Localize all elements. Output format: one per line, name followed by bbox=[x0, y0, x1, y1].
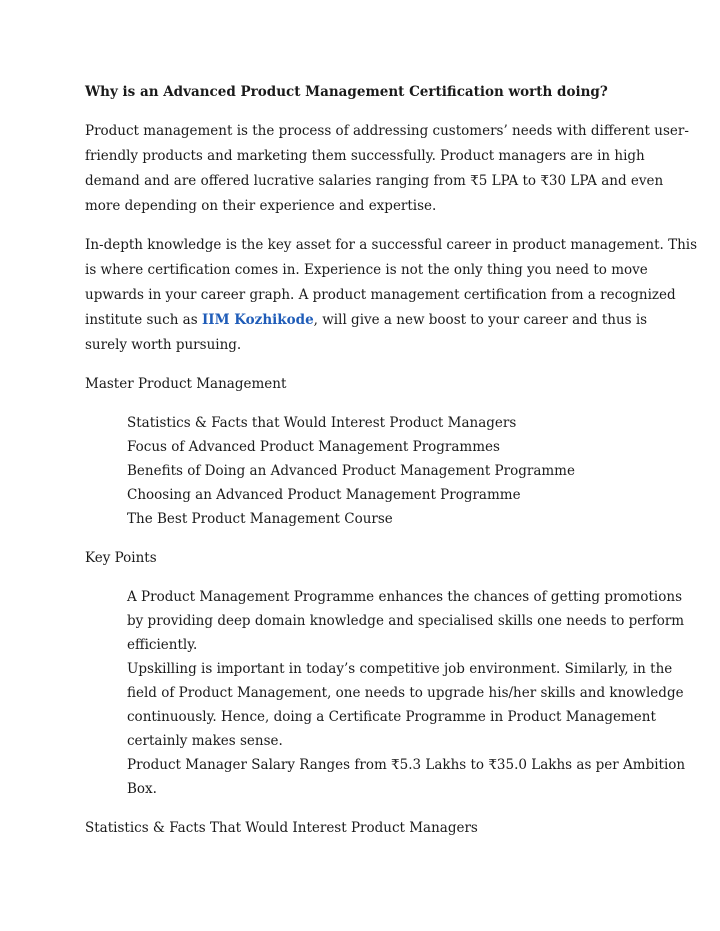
paragraph-line: Product management is the process of addressing customers’ needs with different user- bbox=[85, 123, 689, 139]
iim-kozhikode-link[interactable]: IIM Kozhikode bbox=[201, 312, 314, 328]
key-point-line: A Product Management Programme enhances the chances of getting promotions bbox=[127, 589, 683, 605]
key-point-line: efficiently. bbox=[127, 637, 198, 653]
paragraph-line: In-depth knowledge is the key asset for a successful career in product management. This bbox=[85, 237, 698, 253]
paragraph-line: more depending on their experience and expertise. bbox=[85, 198, 437, 214]
key-point-line: Box. bbox=[127, 781, 157, 797]
section-title-statistics: Statistics & Facts That Would Interest Product Managers bbox=[85, 820, 478, 836]
list-item: Statistics & Facts that Would Interest Product Managers bbox=[127, 415, 517, 431]
key-point-line: by providing deep domain knowledge and specialised skills one needs to perform bbox=[127, 613, 685, 629]
paragraph-text: , will give a new boost to your career and thus is bbox=[313, 312, 648, 328]
key-point-line: continuously. Hence, doing a Certificate Programme in Product Management bbox=[127, 709, 656, 725]
paragraph-line: upwards in your career graph. A product management certification from a recognized bbox=[85, 287, 676, 303]
paragraph-line: surely worth pursuing. bbox=[85, 337, 242, 353]
paragraph-line: demand and are offered lucrative salaries ranging from ₹5 LPA to ₹30 LPA and even bbox=[85, 173, 664, 189]
paragraph-text: institute such as bbox=[85, 312, 202, 328]
key-point-line: certainly makes sense. bbox=[127, 733, 283, 749]
key-point-line: Product Manager Salary Ranges from ₹5.3 Lakhs to ₹35.0 Lakhs as per Ambition bbox=[127, 757, 686, 773]
list-item: Choosing an Advanced Product Management Programme bbox=[127, 487, 521, 503]
section-title-master: Master Product Management bbox=[85, 376, 287, 392]
list-item: The Best Product Management Course bbox=[127, 511, 393, 527]
paragraph-line-with-link bbox=[85, 308, 647, 333]
section-title-key-points: Key Points bbox=[85, 550, 157, 566]
list-item: Focus of Advanced Product Management Programmes bbox=[127, 439, 500, 455]
key-point-line: field of Product Management, one needs to upgrade his/her skills and knowledge bbox=[127, 685, 684, 701]
page-heading: Why is an Advanced Product Management Certification worth doing? bbox=[85, 84, 608, 100]
list-item: Benefits of Doing an Advanced Product Management Programme bbox=[127, 463, 575, 479]
paragraph-line: friendly products and marketing them successfully. Product managers are in high bbox=[85, 148, 645, 164]
key-point-line: Upskilling is important in today’s competitive job environment. Similarly, in the bbox=[127, 661, 673, 677]
paragraph-line: is where certification comes in. Experience is not the only thing you need to move bbox=[85, 262, 648, 278]
